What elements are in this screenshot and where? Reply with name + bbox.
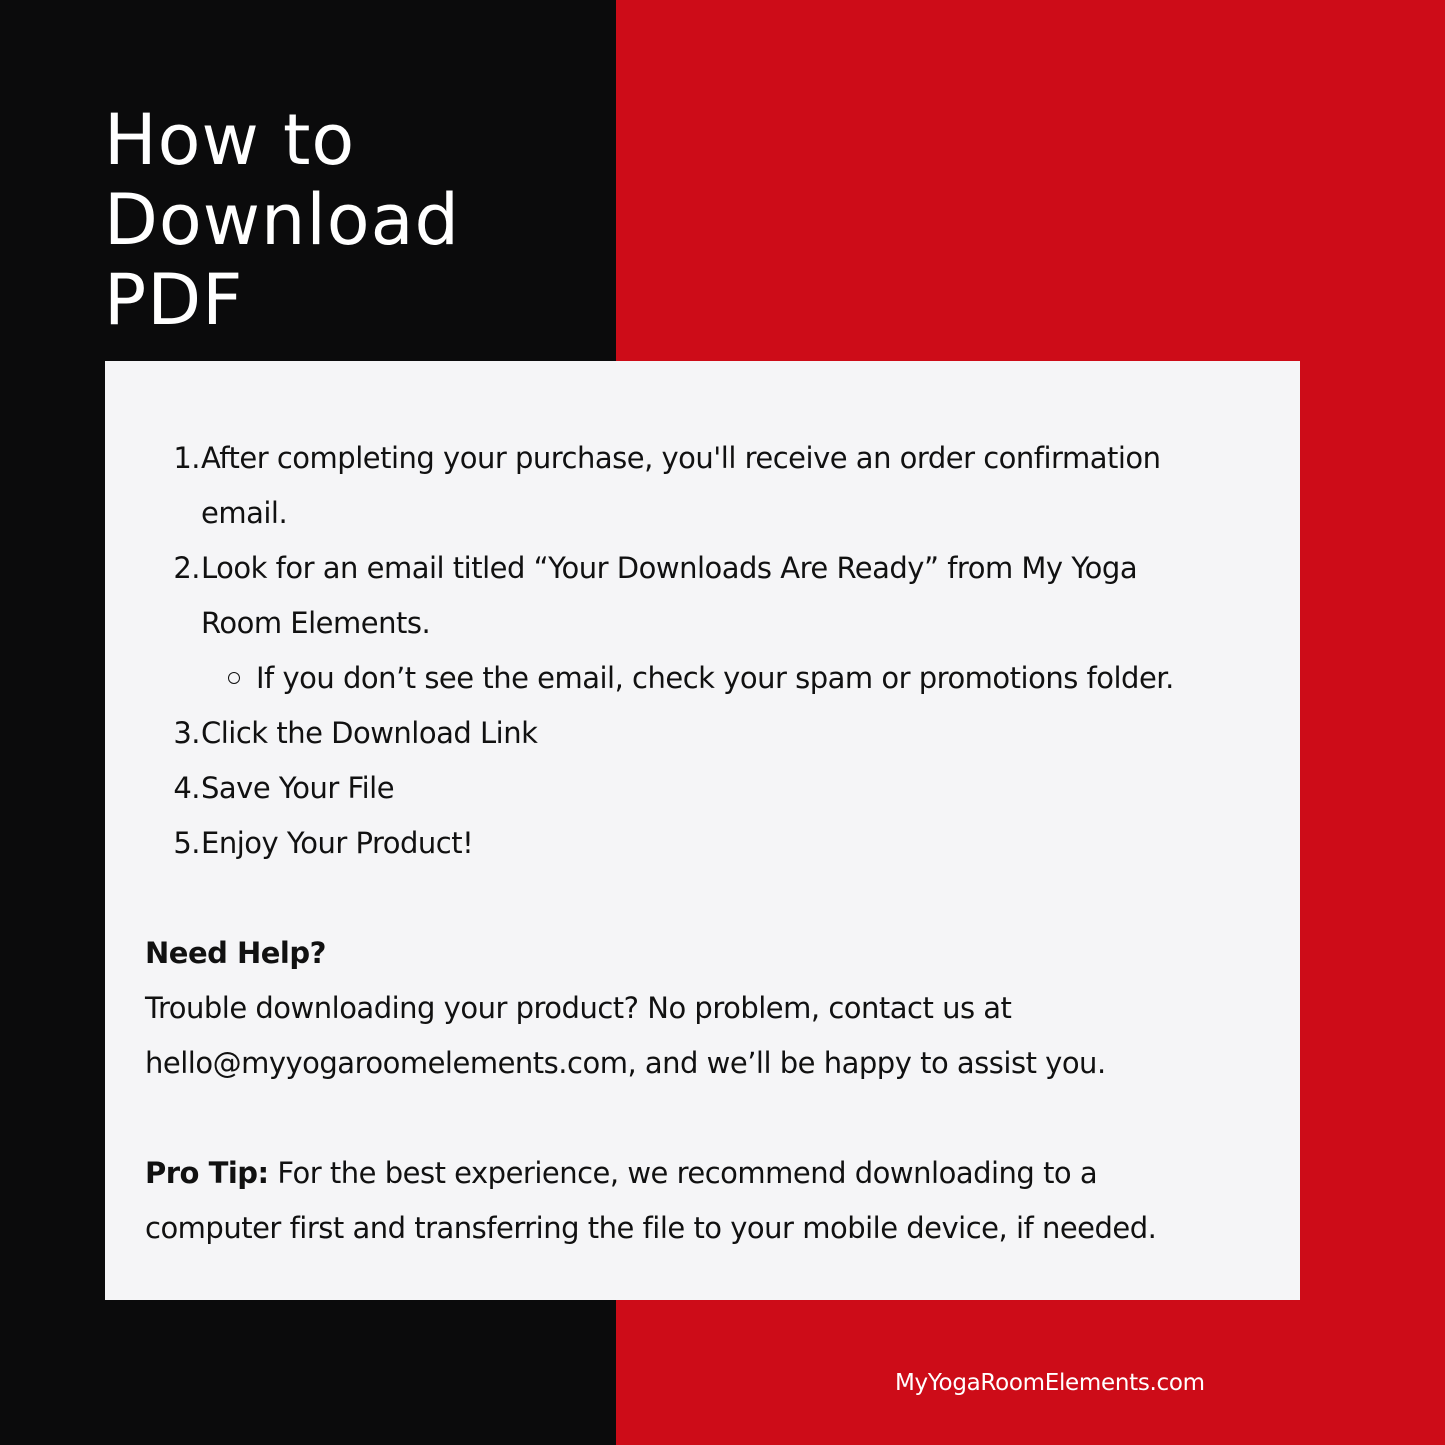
title-line-1: How to bbox=[104, 99, 356, 181]
step-5-text: Enjoy Your Product! bbox=[201, 826, 474, 860]
pro-tip-line-2: computer first and transferring the file to your mobile device, if needed. bbox=[145, 1211, 1157, 1245]
instructions-card bbox=[105, 361, 1300, 1300]
step-number: 1. bbox=[173, 441, 200, 475]
help-heading: Need Help? bbox=[145, 936, 326, 970]
step-number: 2. bbox=[173, 551, 200, 585]
pro-tip-text: For the best experience, we recommend downloading to a bbox=[268, 1156, 1098, 1190]
step-2-text-line-1: Look for an email titled “Your Downloads Are Ready” from My Yoga bbox=[201, 551, 1138, 585]
step-number: 5. bbox=[173, 826, 200, 860]
help-text-line-1: Trouble downloading your product? No problem, contact us at bbox=[145, 991, 1012, 1025]
step-1-text-line-2: email. bbox=[201, 496, 288, 530]
pro-tip-line-1 bbox=[145, 1146, 1097, 1201]
pro-tip-label: Pro Tip: bbox=[145, 1156, 269, 1190]
page-title bbox=[104, 100, 460, 340]
title-line-3: PDF bbox=[104, 259, 244, 341]
step-4-text: Save Your File bbox=[201, 771, 395, 805]
step-1-text-line-1: After completing your purchase, you'll receive an order confirmation bbox=[201, 441, 1161, 475]
step-3-text: Click the Download Link bbox=[201, 716, 538, 750]
title-line-2: Download bbox=[104, 179, 460, 261]
website-url: MyYogaRoomElements.com bbox=[895, 1370, 1205, 1396]
help-text-line-2: hello@myyogaroomelements.com, and we’ll be happy to assist you. bbox=[145, 1046, 1106, 1080]
circle-bullet-icon bbox=[228, 672, 240, 684]
step-number: 4. bbox=[173, 771, 200, 805]
step-number: 3. bbox=[173, 716, 200, 750]
step-2-subnote: If you don’t see the email, check your spam or promotions folder. bbox=[256, 661, 1174, 695]
step-2-text-line-2: Room Elements. bbox=[201, 606, 431, 640]
